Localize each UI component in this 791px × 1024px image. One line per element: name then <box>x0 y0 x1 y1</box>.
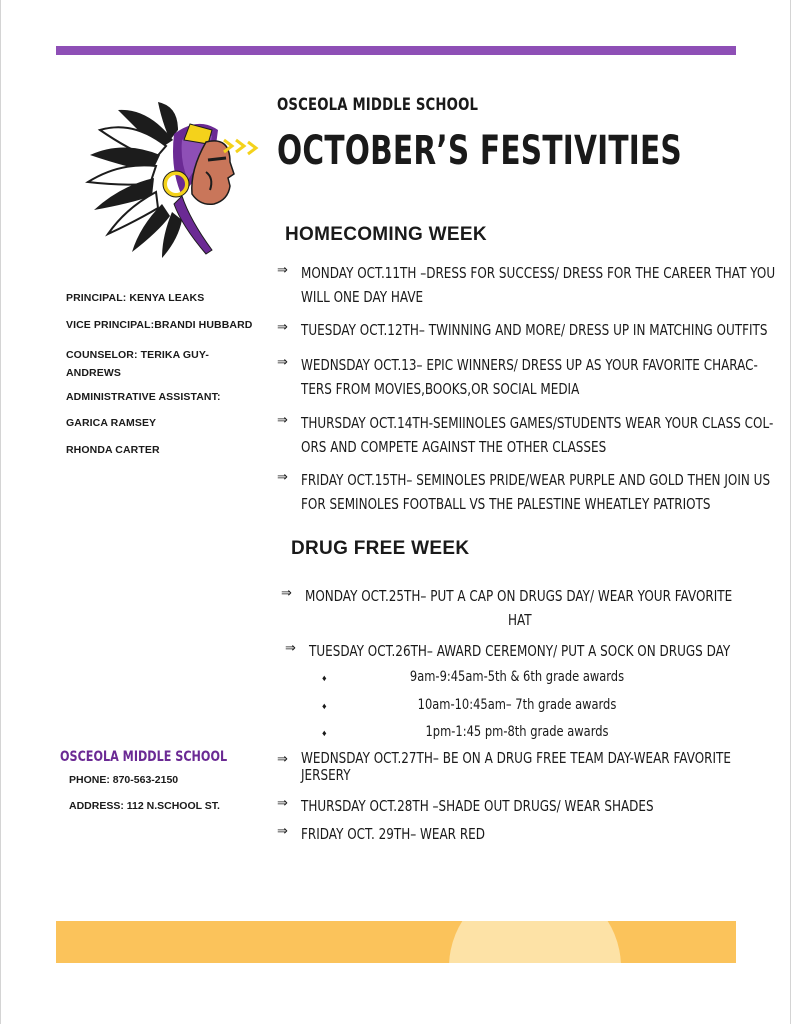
item-text: FRIDAY OCT. 29TH– WEAR RED <box>301 825 485 843</box>
vice-principal: VICE PRINCIPAL:BRANDI HUBBARD <box>66 319 253 331</box>
item-text: THURSDAY OCT.14TH-SEMIINOLES GAMES/STUDENTS WEAR YOUR CLASS COL- ORS AND COMPETE AGAINST THE OTHER CLASSES <box>301 414 774 456</box>
item-text: MONDAY OCT.11TH –DRESS FOR SUCCESS/ DRESS FOR THE CAREER THAT YOU WILL ONE DAY HAVE <box>301 264 776 306</box>
decorative-circle <box>449 921 621 963</box>
item-text: WEDNSDAY OCT.27TH– BE ON A DRUG FREE TEAM DAY-WEAR FAVORITE JERSERY <box>301 749 731 784</box>
item-text: TUESDAY OCT.12TH– TWINNING AND MORE/ DRESS UP IN MATCHING OUTFITS <box>301 321 768 339</box>
counselor: COUNSELOR: TERIKA GUY- ANDREWS <box>66 349 209 379</box>
school-header: OSCEOLA MIDDLE SCHOOL <box>277 95 479 115</box>
admin-assistant-2: RHONDA CARTER <box>66 444 160 456</box>
page-title: OCTOBER’S FESTIVITIES <box>277 128 682 174</box>
item-text-continued: HAT <box>508 611 532 629</box>
arrow-icon: ⇒ <box>277 752 288 767</box>
arrow-icon: ⇒ <box>277 413 288 428</box>
top-accent-bar <box>56 46 736 55</box>
admin-assistant-label: ADMINISTRATIVE ASSISTANT: <box>66 391 221 403</box>
item-text: THURSDAY OCT.28TH –SHADE OUT DRUGS/ WEAR SHADES <box>301 797 654 815</box>
award-text: 9am-9:45am-5th & 6th grade awards <box>409 669 625 685</box>
item-text: MONDAY OCT.25TH– PUT A CAP ON DRUGS DAY/ WEAR YOUR FAVORITE <box>305 587 733 605</box>
arrow-icon: ⇒ <box>277 355 288 370</box>
sidebar-school-name: OSCEOLA MIDDLE SCHOOL <box>60 749 228 765</box>
arrow-icon: ⇒ <box>277 796 288 811</box>
contact-phone: PHONE: 870-563-2150 <box>69 774 179 786</box>
arrow-icon: ⇒ <box>285 641 296 656</box>
arrow-icon: ⇒ <box>277 824 288 839</box>
drugfree-heading: DRUG FREE WEEK <box>291 538 470 559</box>
admin-assistant-1: GARICA RAMSEY <box>66 417 157 429</box>
diamond-bullet-icon: ♦ <box>322 673 327 683</box>
arrow-icon: ⇒ <box>281 586 292 601</box>
contact-address: ADDRESS: 112 N.SCHOOL ST. <box>69 800 220 812</box>
item-text: WEDNSDAY OCT.13– EPIC WINNERS/ DRESS UP AS YOUR FAVORITE CHARAC- TERS FROM MOVIES,BOOKS,OR SOCIAL MEDIA <box>301 356 758 398</box>
arrow-icon: ⇒ <box>277 470 288 485</box>
arrow-icon: ⇒ <box>277 320 288 335</box>
principal: PRINCIPAL: KENYA LEAKS <box>66 292 205 304</box>
award-text: 10am-10:45am– 7th grade awards <box>417 697 617 713</box>
item-text: FRIDAY OCT.15TH– SEMINOLES PRIDE/WEAR PURPLE AND GOLD THEN JOIN US FOR SEMINOLES FOOTBALL VS THE PALESTINE WHEATLEY PATRIOTS <box>301 471 771 513</box>
headdress-chief-logo <box>78 100 268 260</box>
bottom-accent-bar <box>56 921 736 963</box>
arrow-icon: ⇒ <box>277 263 288 278</box>
homecoming-heading: HOMECOMING WEEK <box>285 224 487 245</box>
diamond-bullet-icon: ♦ <box>322 701 327 711</box>
diamond-bullet-icon: ♦ <box>322 728 327 738</box>
item-text: TUESDAY OCT.26TH– AWARD CEREMONY/ PUT A SOCK ON DRUGS DAY <box>309 642 731 660</box>
award-text: 1pm-1:45 pm-8th grade awards <box>425 724 609 740</box>
page-edge-left <box>0 0 1 1024</box>
